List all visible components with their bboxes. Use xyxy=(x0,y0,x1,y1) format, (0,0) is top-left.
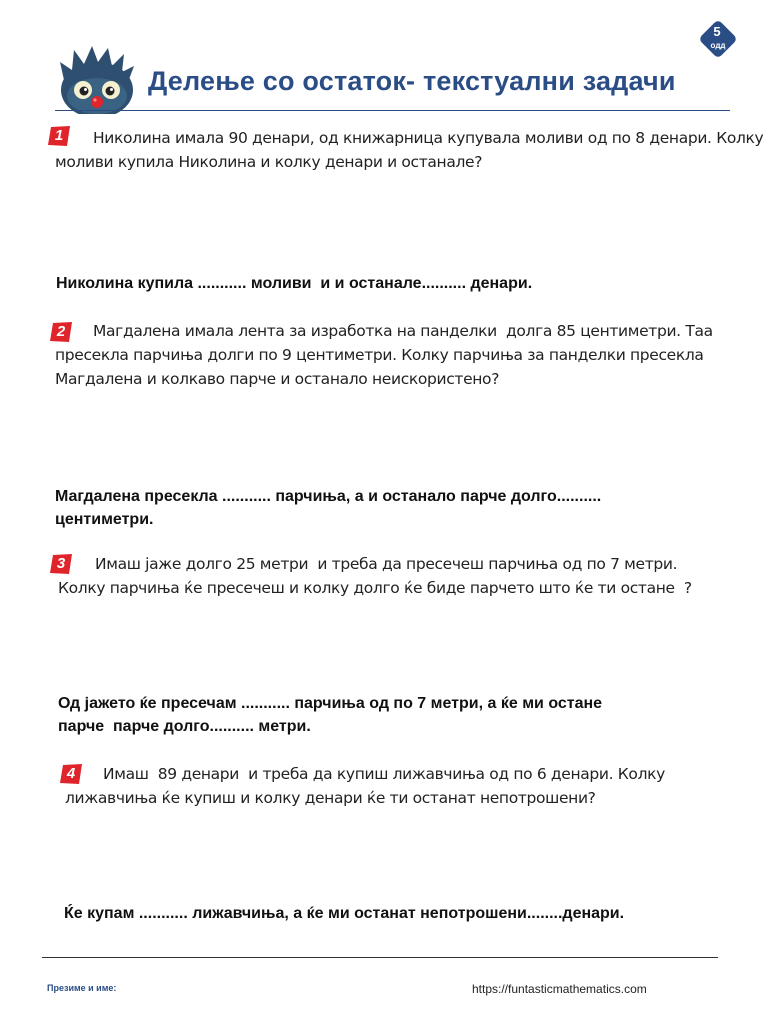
task-3-text-line-1: Имаш јаже долго 25 метри и треба да пресечеш парчиња од по 7 метри. xyxy=(95,555,678,573)
page-title: Делење со остаток- текстуални задачи xyxy=(148,66,676,96)
task-1-text-line-1: Николина имала 90 денари, од книжарница купувала моливи од по 8 денари. Колку xyxy=(93,129,764,147)
task-2-number: 2 xyxy=(56,323,66,340)
task-4-number: 4 xyxy=(66,765,76,782)
footer-divider xyxy=(42,957,718,958)
task-3-text-line-2: Колку парчиња ќе пресечеш и колку долго ќе биде парчето што ќе ти остане ? xyxy=(58,579,692,597)
task-2-answer-line-1: Магдалена пресекла ........... парчиња, а и останало парче долго.......... xyxy=(55,488,602,505)
header-divider xyxy=(55,110,730,111)
task-2-text-line-2: пресекла парчиња долги по 9 центиметри. Колку парчиња за панделки пресекла xyxy=(55,346,704,364)
task-2-text-line-1: Магдалена имала лента за изработка на панделки долга 85 центиметри. Таа xyxy=(93,322,713,340)
student-name-label: Презиме и име: xyxy=(47,983,117,993)
grade-number: 5 xyxy=(713,24,721,39)
website-url[interactable]: https://funtasticmathematics.com xyxy=(472,982,647,996)
task-3-answer-line-1: Од јажето ќе пресечам ........... парчиња од по 7 метри, а ќе ми остане xyxy=(58,695,603,712)
task-3-number: 3 xyxy=(56,555,66,572)
task-2-answer-line-2: центиметри. xyxy=(55,511,154,528)
task-1-answer-line: Николина купила ........... моливи и и останале.......... денари. xyxy=(56,275,533,292)
monster-mascot-logo xyxy=(52,40,142,114)
task-4-answer-line: Ќе купам ........... лижавчиња, а ќе ми останат непотрошени........денари. xyxy=(64,905,625,922)
task-1-number: 1 xyxy=(54,127,64,144)
task-4-text-line-1: Имаш 89 денари и треба да купиш лижавчиња од по 6 денари. Колку xyxy=(103,765,665,783)
grade-suffix: одд xyxy=(710,41,726,50)
task-4-text-line-2: лижавчиња ќе купиш и колку денари ќе ти останат непотрошени? xyxy=(65,789,596,807)
task-3-answer-line-2: парче парче долго.......... метри. xyxy=(58,718,311,735)
task-1-text-line-2: моливи купила Николина и колку денари и останале? xyxy=(55,153,483,171)
task-2-text-line-3: Магдалена и колкаво парче и останало неискористено? xyxy=(55,370,500,388)
